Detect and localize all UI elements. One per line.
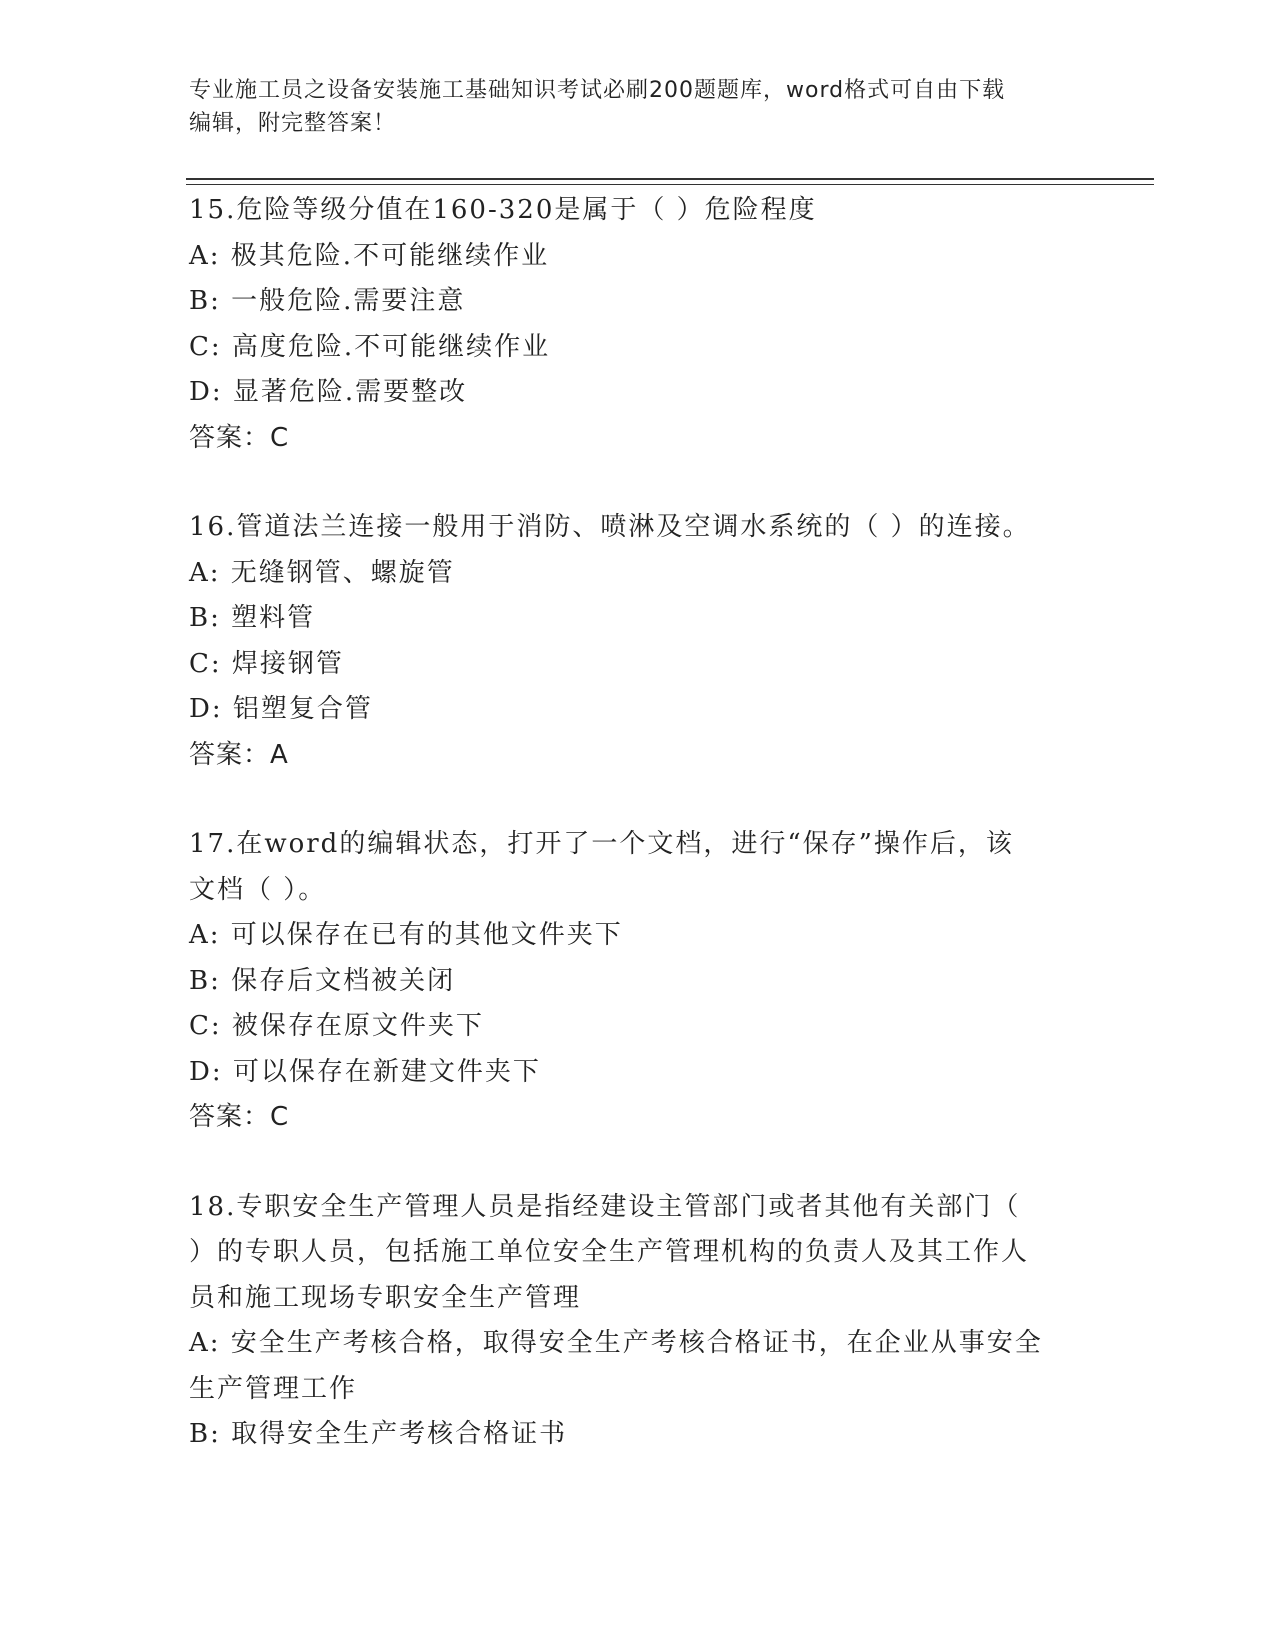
option-a-line-2: 生产管理工作 xyxy=(189,1373,358,1404)
option-c: C: 焊接钢管 xyxy=(189,648,344,679)
header-line-2: 编辑，附完整答案！ xyxy=(189,111,397,136)
answer-line: 答案：A xyxy=(189,739,289,770)
question-stem-line-1: 18.专职安全生产管理人员是指经建设主管部门或者其他有关部门（ xyxy=(189,1191,1021,1222)
option-d: D: 可以保存在新建文件夹下 xyxy=(189,1056,541,1087)
question-stem: 16.管道法兰连接一般用于消防、喷淋及空调水系统的（ ）的连接。 xyxy=(189,512,1031,542)
option-c: C: 被保存在原文件夹下 xyxy=(189,1011,484,1041)
question-stem-line-1: 17.在word的编辑状态，打开了一个文档，进行“保存”操作后，该 xyxy=(189,829,1014,859)
question-stem-line-3: 员和施工现场专职安全生产管理 xyxy=(189,1282,582,1313)
question-stem-line-2: ）的专职人员，包括施工单位安全生产管理机构的负责人及其工作人 xyxy=(189,1237,1030,1267)
option-b: B: 保存后文档被关闭 xyxy=(189,965,456,996)
option-a: A: 可以保存在已有的其他文件夹下 xyxy=(189,920,623,950)
answer-line: 答案：C xyxy=(189,1102,290,1132)
question-list xyxy=(189,188,1079,1502)
option-d: D: 显著危险.需要整改 xyxy=(189,377,468,407)
option-b: B: 塑料管 xyxy=(189,603,316,633)
question-stem-line-2: 文档（ ）。 xyxy=(189,874,327,905)
question-15 xyxy=(189,188,1079,461)
option-b: B: 取得安全生产考核合格证书 xyxy=(189,1419,568,1449)
header-divider-thick xyxy=(186,178,1154,180)
question-18 xyxy=(189,1185,1079,1458)
document-header xyxy=(189,74,1069,140)
option-a-line-1: A: 安全生产考核合格，取得安全生产考核合格证书，在企业从事安全 xyxy=(189,1328,1043,1358)
question-stem: 15.危险等级分值在160-320是属于（ ）危险程度 xyxy=(189,195,817,225)
question-17 xyxy=(189,822,1079,1141)
option-a: A: 极其危险.不可能继续作业 xyxy=(189,240,550,271)
option-a: A: 无缝钢管、螺旋管 xyxy=(189,557,455,588)
option-b: B: 一般危险.需要注意 xyxy=(189,286,466,316)
option-c: C: 高度危险.不可能继续作业 xyxy=(189,331,551,362)
option-d: D: 铝塑复合管 xyxy=(189,694,373,724)
header-line-1: 专业施工员之设备安装施工基础知识考试必刷200题题库，word格式可自由下载 xyxy=(189,78,1006,103)
header-divider-thin xyxy=(186,184,1154,185)
answer-line: 答案：C xyxy=(189,422,290,453)
question-16 xyxy=(189,505,1079,778)
